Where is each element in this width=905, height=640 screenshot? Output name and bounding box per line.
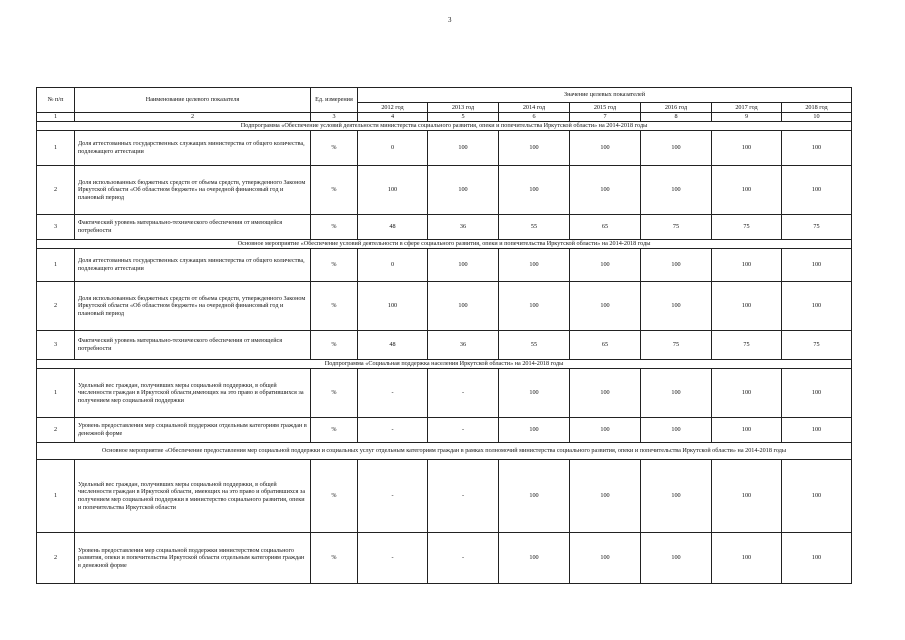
value-cell: 48 [358,215,428,240]
unit-cell: % [311,460,358,533]
value-cell: 100 [570,249,641,282]
value-cell: 100 [712,418,782,443]
header-numbers-row [37,113,852,122]
value-cell: 48 [358,331,428,360]
value-cell: 75 [712,331,782,360]
value-cell: 100 [641,460,712,533]
header-column-number: 8 [641,113,712,122]
header-column-number: 2 [75,113,311,122]
header-year: 2012 год [358,103,428,113]
value-cell: 100 [428,249,499,282]
section-row [37,443,852,460]
section-title: Подпрограмма «Социальная поддержка населения Иркутской области» на 2014-2018 годы [37,360,852,369]
indicator-name: Доля аттестованных государственных служащих министерства от общего количества, подлежащего аттестации [75,131,311,166]
unit-cell: % [311,533,358,584]
header-year: 2017 год [712,103,782,113]
section-row [37,240,852,249]
value-cell: 100 [428,131,499,166]
row-number: 2 [37,418,75,443]
value-cell: 100 [570,131,641,166]
value-cell: 100 [782,131,852,166]
header-column-number: 5 [428,113,499,122]
value-cell: 100 [428,166,499,215]
value-cell: 55 [499,331,570,360]
value-cell: - [358,369,428,418]
indicator-name: Уровень предоставления мер социальной поддержки отдельным категориям граждан в денежной форме [75,418,311,443]
value-cell: 100 [641,418,712,443]
header-col-name: Наименование целевого показателя [75,88,311,113]
value-cell: 100 [570,533,641,584]
unit-cell: % [311,369,358,418]
table-row [37,533,852,584]
table-row [37,249,852,282]
value-cell: 36 [428,215,499,240]
indicator-name: Доля использованных бюджетных средств от объема средств, утвержденного Законом Иркутской области «Об областном бюджете» на очередной финансовый год и плановый период [75,282,311,331]
value-cell: 100 [712,460,782,533]
value-cell: 100 [641,131,712,166]
row-number: 2 [37,282,75,331]
value-cell: 100 [499,166,570,215]
row-number: 3 [37,331,75,360]
value-cell: 100 [358,166,428,215]
value-cell: 100 [499,460,570,533]
page-number: 3 [448,16,452,24]
value-cell: 100 [712,131,782,166]
table-row [37,331,852,360]
header-column-number: 4 [358,113,428,122]
value-cell: 100 [641,369,712,418]
value-cell: 100 [712,166,782,215]
table-row [37,460,852,533]
unit-cell: % [311,249,358,282]
value-cell: 100 [499,418,570,443]
header-year: 2015 год [570,103,641,113]
value-cell: 100 [712,533,782,584]
table-row [37,166,852,215]
value-cell: 100 [570,460,641,533]
row-number: 1 [37,249,75,282]
table-row [37,369,852,418]
section-title: Подпрограмма «Обеспечение условий деятельности министерства социального развития, опеки и попечительства Иркутской области» на 2014-2018 годы [37,122,852,131]
value-cell: 100 [499,249,570,282]
header-col-unit: Ед. измерения [311,88,358,113]
value-cell: 100 [782,418,852,443]
value-cell: 100 [570,369,641,418]
header-col-no: № п/п [37,88,75,113]
row-number: 1 [37,131,75,166]
value-cell: 100 [782,369,852,418]
value-cell: - [358,460,428,533]
header-year: 2016 год [641,103,712,113]
value-cell: 100 [499,533,570,584]
value-cell: - [428,418,499,443]
section-title: Основное мероприятие «Обеспечение предоставления мер социальной поддержки и социальных услуг отдельным категориям граждан в рамках полномочий министерства социального развития, опеки и попечительства Иркутской области» на 2014-2018 годы [37,443,852,460]
value-cell: 100 [428,282,499,331]
table-row [37,131,852,166]
value-cell: 100 [641,166,712,215]
section-title: Основное мероприятие «Обеспечение условий деятельности в сфере социального развития, опеки и попечительства Иркутской области» на 2014-2018 годы [37,240,852,249]
section-row [37,360,852,369]
value-cell: 100 [712,369,782,418]
indicator-name: Уровень предоставления мер социальной поддержки министерством социального развития, опеки и попечительства Иркутской области отдельным категориям граждан в денежной форме [75,533,311,584]
value-cell: 100 [782,460,852,533]
indicators-table [36,87,852,584]
value-cell: 65 [570,215,641,240]
value-cell: 75 [782,215,852,240]
value-cell: - [358,533,428,584]
value-cell: 75 [641,215,712,240]
header-column-number: 1 [37,113,75,122]
row-number: 2 [37,166,75,215]
header-year: 2018 год [782,103,852,113]
header-column-number: 7 [570,113,641,122]
header-column-number: 3 [311,113,358,122]
value-cell: 65 [570,331,641,360]
value-cell: 100 [712,282,782,331]
value-cell: 100 [570,418,641,443]
value-cell: 75 [641,331,712,360]
value-cell: 0 [358,131,428,166]
table-row [37,282,852,331]
value-cell: - [428,533,499,584]
unit-cell: % [311,418,358,443]
indicator-name: Удельный вес граждан, получивших меры социальной поддержки, в общей численности граждан в Иркутской области, имеющих на это право и обратившихся за получением мер социальной поддержки в министерство социального развития, опеки и попечительства Иркутской области [75,460,311,533]
value-cell: 75 [782,331,852,360]
value-cell: 100 [782,533,852,584]
header-year: 2013 год [428,103,499,113]
row-number: 3 [37,215,75,240]
header-column-number: 6 [499,113,570,122]
unit-cell: % [311,131,358,166]
value-cell: 75 [712,215,782,240]
unit-cell: % [311,331,358,360]
value-cell: - [358,418,428,443]
section-row [37,122,852,131]
indicator-name: Фактический уровень материально-технического обеспечения от имеющейся потребности [75,215,311,240]
unit-cell: % [311,166,358,215]
value-cell: - [428,460,499,533]
unit-cell: % [311,282,358,331]
header-column-number: 10 [782,113,852,122]
header-col-values: Значение целевых показателей [358,88,852,103]
value-cell: 36 [428,331,499,360]
value-cell: 100 [641,533,712,584]
value-cell: 0 [358,249,428,282]
indicator-name: Удельный вес граждан, получивших меры социальной поддержки, в общей численности граждан в Иркутской области,имеющих на это право и обратившихся за получением мер социальной поддержки [75,369,311,418]
value-cell: 100 [499,282,570,331]
indicator-name: Фактический уровень материально-технического обеспечения от имеющейся потребности [75,331,311,360]
row-number: 1 [37,460,75,533]
header-year: 2014 год [499,103,570,113]
value-cell: 100 [358,282,428,331]
value-cell: 100 [570,166,641,215]
table-row [37,418,852,443]
value-cell: 100 [712,249,782,282]
value-cell: 100 [641,282,712,331]
unit-cell: % [311,215,358,240]
indicator-name: Доля аттестованных государственных служащих министерства от общего количества, подлежащего аттестации [75,249,311,282]
table-row [37,215,852,240]
header-column-number: 9 [712,113,782,122]
value-cell: 55 [499,215,570,240]
value-cell: 100 [499,369,570,418]
value-cell: 100 [782,166,852,215]
row-number: 1 [37,369,75,418]
value-cell: 100 [782,249,852,282]
value-cell: - [428,369,499,418]
value-cell: 100 [570,282,641,331]
row-number: 2 [37,533,75,584]
value-cell: 100 [499,131,570,166]
indicator-name: Доля использованных бюджетных средств от объема средств, утвержденного Законом Иркутской области «Об областном бюджете» на очередной финансовый год и плановый период [75,166,311,215]
value-cell: 100 [782,282,852,331]
value-cell: 100 [641,249,712,282]
